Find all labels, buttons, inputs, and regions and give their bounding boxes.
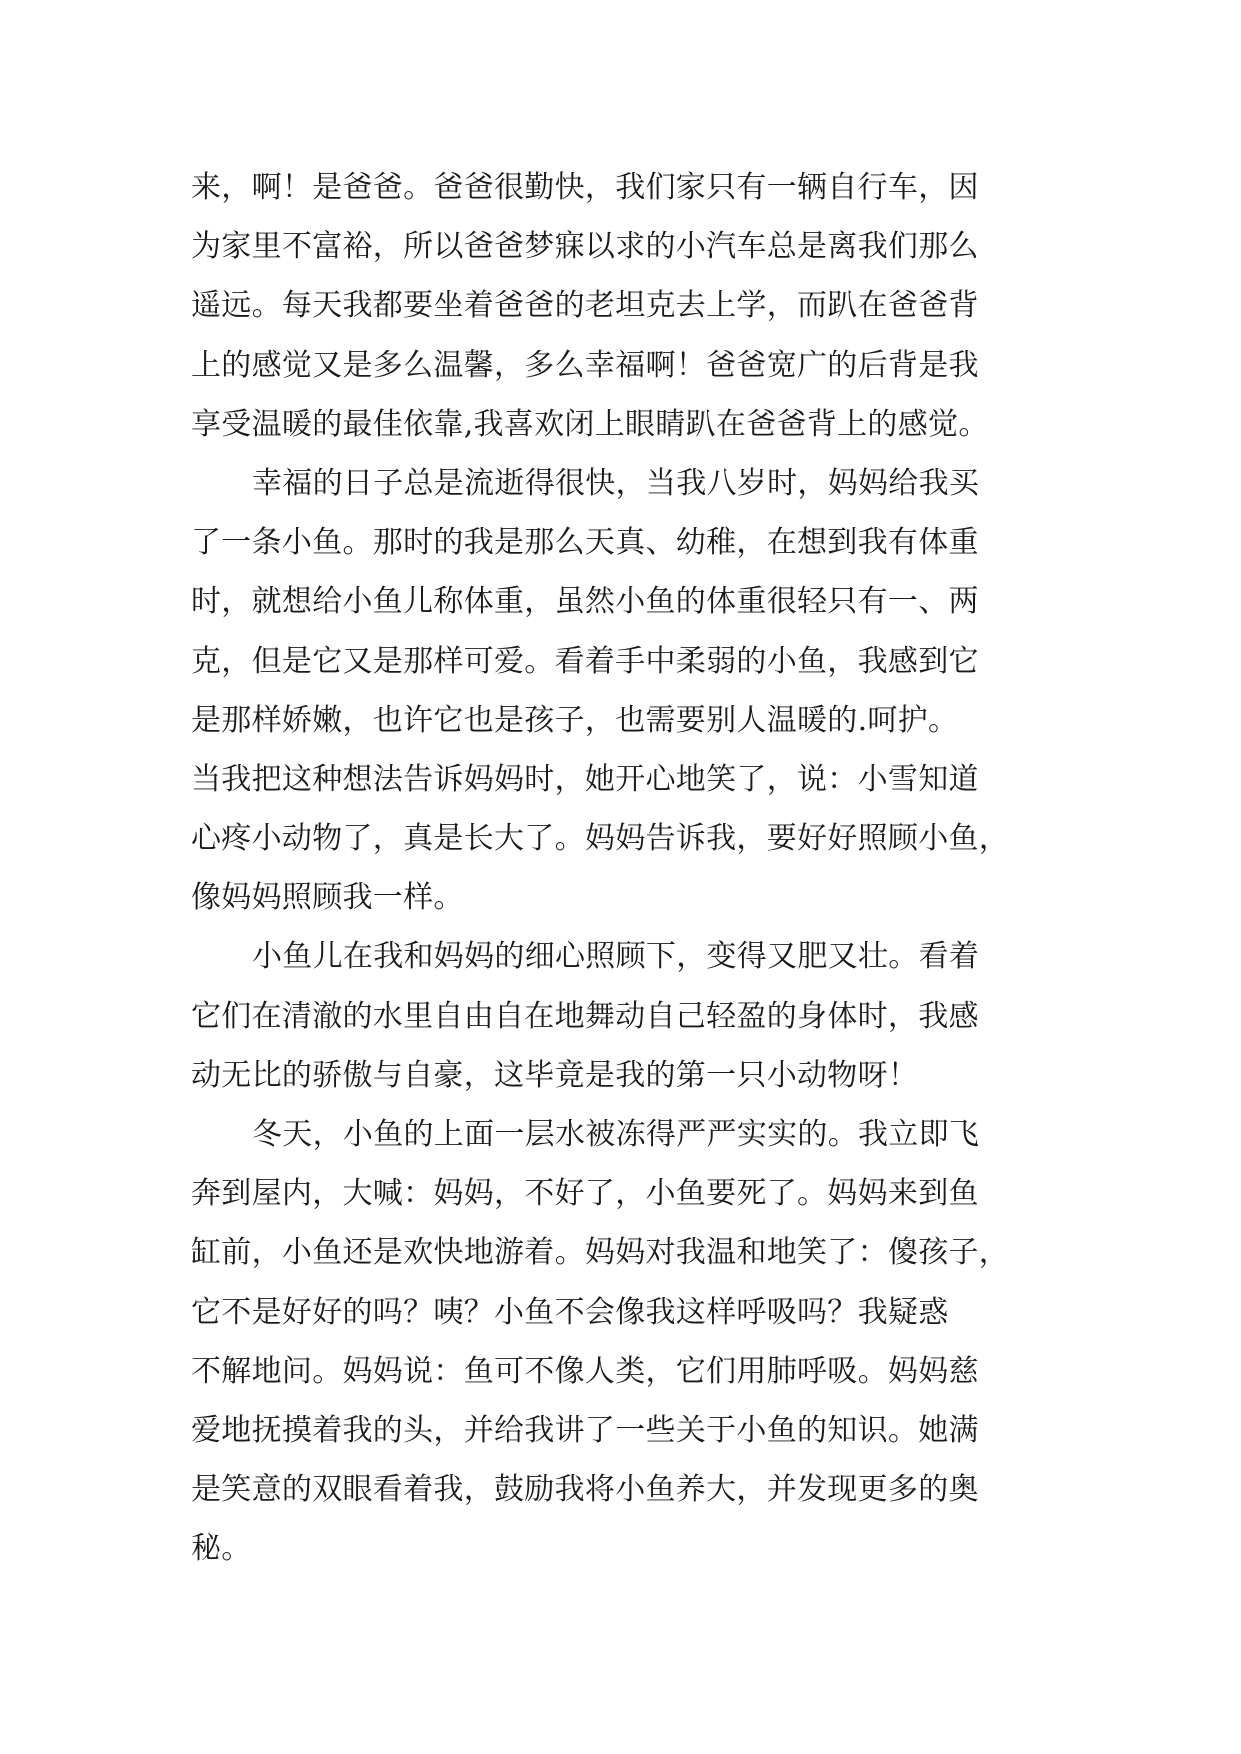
text-line: 时，就想给小鱼儿称体重，虽然小鱼的体重很轻只有一、两 [191, 584, 979, 620]
text-line: 奔到屋内，大喊：妈妈，不好了，小鱼要死了。妈妈来到鱼 [191, 1176, 979, 1212]
text-line: 当我把这种想法告诉妈妈时，她开心地笑了，说：小雪知道 [191, 761, 979, 797]
text-line: 克，但是它又是那样可爱。看着手中柔弱的小鱼，我感到它 [191, 643, 979, 679]
text-line: 是那样娇嫩，也许它也是孩子，也需要别人温暖的.呵护。 [191, 702, 959, 738]
text-line: 动无比的骄傲与自豪，这毕竟是我的第一只小动物呀！ [191, 1057, 919, 1093]
text-line: 秘。 [191, 1531, 252, 1567]
text-line: 是笑意的双眼看着我，鼓励我将小鱼养大，并发现更多的奥 [191, 1472, 979, 1508]
text-line: 它不是好好的吗？咦？小鱼不会像我这样呼吸吗？我疑惑 [191, 1294, 949, 1330]
text-line: 上的感觉又是多么温馨，多么幸福啊！爸爸宽广的后背是我 [191, 347, 979, 383]
text-line: 不解地问。妈妈说：鱼可不像人类，它们用肺呼吸。妈妈慈 [191, 1353, 979, 1389]
text-line: 它们在清澈的水里自由自在地舞动自己轻盈的身体时，我感 [191, 998, 979, 1034]
text-line: 来，啊！是爸爸。爸爸很勤快，我们家只有一辆自行车，因 [191, 170, 979, 205]
paragraph-first-line: 小鱼儿在我和妈妈的细心照顾下，变得又肥又壮。看着 [252, 939, 980, 975]
paragraph-first-line: 冬天，小鱼的上面一层水被冻得严严实实的。我立即飞 [252, 1117, 980, 1152]
text-line: 缸前，小鱼还是欢快地游着。妈妈对我温和地笑了：傻孩子， [191, 1235, 1010, 1271]
text-line: 享受温暖的最佳依靠,我喜欢闭上眼睛趴在爸爸背上的感觉。 [191, 406, 989, 442]
text-line: 为家里不富裕，所以爸爸梦寐以求的小汽车总是离我们那么 [191, 229, 979, 265]
paragraph-first-line: 幸福的日子总是流逝得很快，当我八岁时，妈妈给我买 [252, 465, 980, 501]
text-line: 遥远。每天我都要坐着爸爸的老坦克去上学，而趴在爸爸背 [191, 288, 979, 324]
text-line: 心疼小动物了，真是长大了。妈妈告诉我，要好好照顾小鱼， [191, 821, 1010, 857]
document-body [191, 158, 1051, 1579]
text-line: 了一条小鱼。那时的我是那么天真、幼稚，在想到我有体重 [191, 525, 979, 561]
text-line: 爱地抚摸着我的头，并给我讲了一些关于小鱼的知识。她满 [191, 1412, 979, 1448]
text-line: 像妈妈照顾我一样。 [191, 880, 464, 916]
